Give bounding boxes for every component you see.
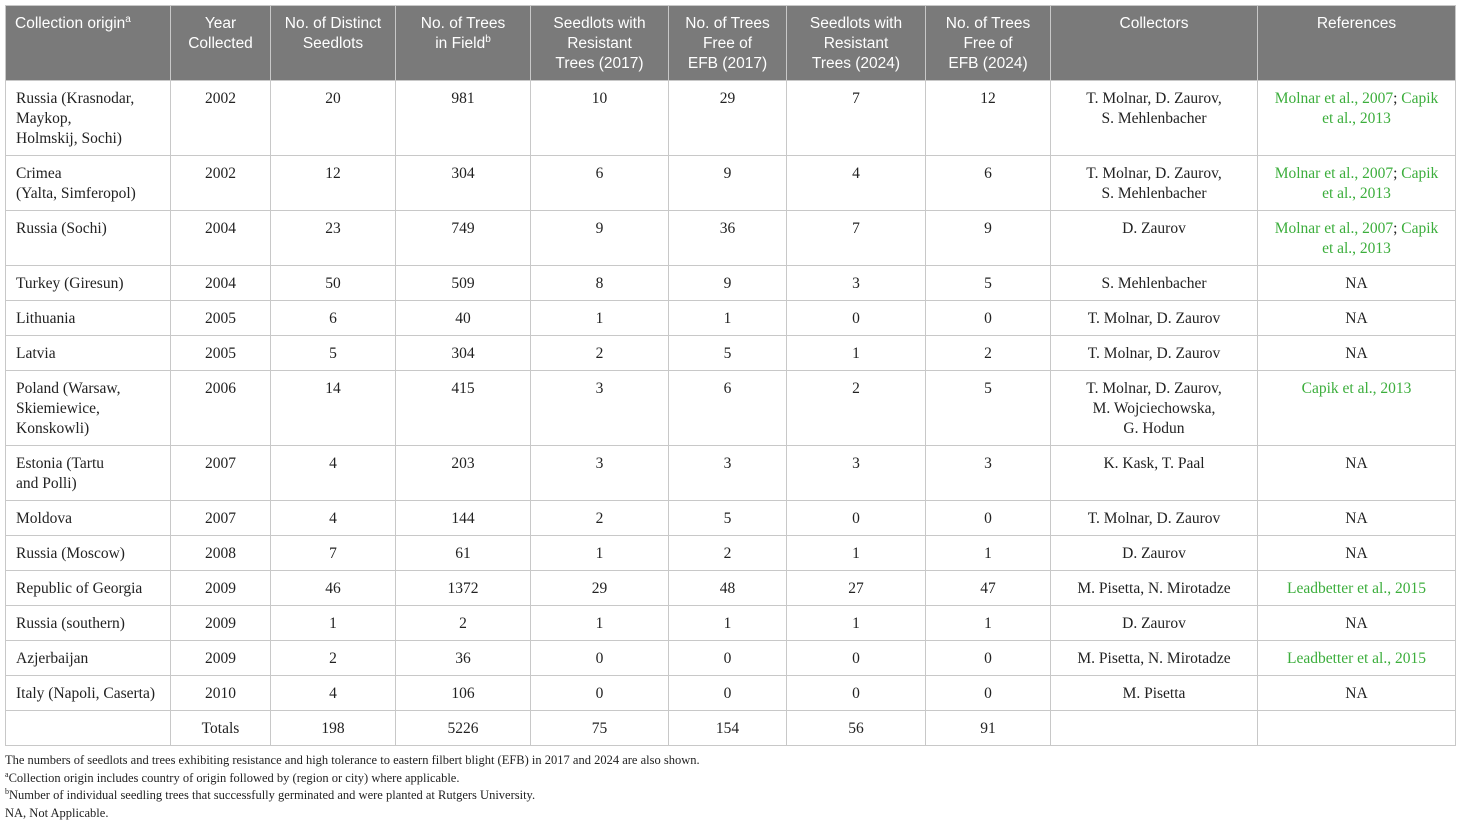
- reference-link[interactable]: Molnar et al., 2007: [1275, 220, 1393, 237]
- cell-collectors: [1051, 711, 1258, 746]
- cell-resistant-2024: 27: [787, 571, 926, 606]
- cell-origin: Russia (Krasnodar, Maykop, Holmskij, Sochi): [6, 81, 171, 156]
- cell-seedlots: 5: [271, 336, 396, 371]
- cell-free-2017: 6: [669, 371, 787, 446]
- cell-resistant-2024: 0: [787, 641, 926, 676]
- footnote-na: NA, Not Applicable.: [5, 805, 1455, 822]
- cell-origin: Russia (Moscow): [6, 536, 171, 571]
- cell-resistant-2024: 4: [787, 156, 926, 211]
- cell-seedlots: 6: [271, 301, 396, 336]
- cell-seedlots: 14: [271, 371, 396, 446]
- seedlot-table: [5, 5, 1456, 746]
- cell-resistant-2024: 1: [787, 536, 926, 571]
- cell-collectors: D. Zaurov: [1051, 211, 1258, 266]
- cell-free-2017: 1: [669, 301, 787, 336]
- total-resistant-2024: 56: [787, 711, 926, 746]
- cell-year: 2009: [171, 571, 271, 606]
- cell-origin: Turkey (Giresun): [6, 266, 171, 301]
- cell-year: 2002: [171, 81, 271, 156]
- cell-references: NA: [1258, 336, 1456, 371]
- cell-seedlots: 4: [271, 501, 396, 536]
- cell-collectors: T. Molnar, D. Zaurov, S. Mehlenbacher: [1051, 156, 1258, 211]
- cell-free-2017: 0: [669, 676, 787, 711]
- table-row: [6, 676, 1456, 711]
- table-row: [6, 81, 1456, 156]
- cell-trees: 1372: [396, 571, 531, 606]
- cell-resistant-2017: 1: [531, 301, 669, 336]
- table-row: [6, 301, 1456, 336]
- footnote-summary: The numbers of seedlots and trees exhibiting resistance and high tolerance to eastern filbert blight (EFB) in 2017 and 2024 are also shown.: [5, 752, 1455, 770]
- cell-trees: 509: [396, 266, 531, 301]
- cell-resistant-2024: 1: [787, 336, 926, 371]
- cell-year: 2004: [171, 211, 271, 266]
- cell-trees: 2: [396, 606, 531, 641]
- cell-references: NA: [1258, 301, 1456, 336]
- table-row: [6, 501, 1456, 536]
- cell-origin: Russia (Sochi): [6, 211, 171, 266]
- cell-free-2024: 0: [926, 676, 1051, 711]
- cell-free-2017: 9: [669, 266, 787, 301]
- cell-resistant-2017: 3: [531, 371, 669, 446]
- reference-link[interactable]: Leadbetter et al., 2015: [1287, 580, 1426, 597]
- cell-free-2024: 2: [926, 336, 1051, 371]
- footnote-b: $^b$Number of individual seedling trees that successfully germinated and were planted at Rutgers University.: [5, 787, 1455, 805]
- total-resistant-2017: 75: [531, 711, 669, 746]
- cell-year: 2006: [171, 371, 271, 446]
- cell-references: [1258, 641, 1456, 676]
- cell-resistant-2024: 7: [787, 81, 926, 156]
- cell-free-2024: 0: [926, 301, 1051, 336]
- cell-seedlots: 4: [271, 676, 396, 711]
- cell-origin: [6, 711, 171, 746]
- cell-resistant-2017: 3: [531, 446, 669, 501]
- cell-resistant-2024: 3: [787, 266, 926, 301]
- cell-free-2024: 3: [926, 446, 1051, 501]
- cell-free-2024: 6: [926, 156, 1051, 211]
- cell-resistant-2017: 0: [531, 676, 669, 711]
- table-row: [6, 446, 1456, 501]
- cell-year: 2002: [171, 156, 271, 211]
- table-body: [6, 81, 1456, 746]
- cell-free-2017: 2: [669, 536, 787, 571]
- table-row: [6, 606, 1456, 641]
- cell-collectors: T. Molnar, D. Zaurov: [1051, 301, 1258, 336]
- cell-seedlots: 20: [271, 81, 396, 156]
- table-container: [5, 5, 1455, 822]
- cell-year: 2004: [171, 266, 271, 301]
- cell-resistant-2024: 3: [787, 446, 926, 501]
- totals-label: Totals: [171, 711, 271, 746]
- cell-resistant-2017: 0: [531, 641, 669, 676]
- cell-seedlots: 7: [271, 536, 396, 571]
- cell-references: Molnar et al., 2007; Capik et al., 2013: [1258, 156, 1456, 211]
- table-row: [6, 571, 1456, 606]
- cell-origin: Crimea (Yalta, Simferopol): [6, 156, 171, 211]
- table-row: [6, 536, 1456, 571]
- cell-origin: Lithuania: [6, 301, 171, 336]
- table-row: [6, 156, 1456, 211]
- cell-trees: 304: [396, 156, 531, 211]
- cell-trees: 144: [396, 501, 531, 536]
- cell-free-2024: 5: [926, 266, 1051, 301]
- cell-origin: Azjerbaijan: [6, 641, 171, 676]
- header-references: References: [1258, 6, 1456, 81]
- cell-trees: 61: [396, 536, 531, 571]
- reference-link[interactable]: et al., 2013: [1322, 240, 1391, 257]
- table-row: [6, 211, 1456, 266]
- cell-collectors: D. Zaurov: [1051, 536, 1258, 571]
- cell-year: 2007: [171, 501, 271, 536]
- cell-trees: 40: [396, 301, 531, 336]
- cell-free-2017: 48: [669, 571, 787, 606]
- cell-free-2024: 1: [926, 606, 1051, 641]
- table-row: [6, 336, 1456, 371]
- cell-trees: 749: [396, 211, 531, 266]
- cell-resistant-2024: 2: [787, 371, 926, 446]
- cell-trees: 36: [396, 641, 531, 676]
- cell-seedlots: 23: [271, 211, 396, 266]
- cell-origin: Republic of Georgia: [6, 571, 171, 606]
- cell-references: Molnar et al., 2007; Capik et al., 2013: [1258, 211, 1456, 266]
- cell-free-2024: 0: [926, 501, 1051, 536]
- cell-resistant-2017: 8: [531, 266, 669, 301]
- table-row: [6, 641, 1456, 676]
- reference-link[interactable]: Capik: [1401, 220, 1438, 237]
- cell-free-2017: 3: [669, 446, 787, 501]
- cell-references: NA: [1258, 536, 1456, 571]
- cell-collectors: T. Molnar, D. Zaurov: [1051, 336, 1258, 371]
- header-free-2024: No. of Trees Free of EFB (2024): [926, 6, 1051, 81]
- cell-trees: 415: [396, 371, 531, 446]
- cell-free-2024: 1: [926, 536, 1051, 571]
- total-trees: 5226: [396, 711, 531, 746]
- cell-references: NA: [1258, 446, 1456, 501]
- cell-origin: Poland (Warsaw, Skiemiewice, Konskowli): [6, 371, 171, 446]
- cell-resistant-2024: 0: [787, 301, 926, 336]
- table-row: [6, 266, 1456, 301]
- footnote-a: $^a$Collection origin includes country of origin followed by (region or city) where applicable.: [5, 770, 1455, 788]
- cell-collectors: M. Pisetta, N. Mirotadze: [1051, 641, 1258, 676]
- cell-collectors: M. Pisetta: [1051, 676, 1258, 711]
- cell-free-2017: 36: [669, 211, 787, 266]
- table-row: [6, 371, 1456, 446]
- cell-free-2024: 47: [926, 571, 1051, 606]
- cell-collectors: T. Molnar, D. Zaurov, M. Wojciechowska, G. Hodun: [1051, 371, 1258, 446]
- cell-references: Molnar et al., 2007; Capik et al., 2013: [1258, 81, 1456, 156]
- reference-link[interactable]: Molnar et al., 2007: [1275, 165, 1393, 182]
- cell-collectors: K. Kask, T. Paal: [1051, 446, 1258, 501]
- cell-references: [1258, 571, 1456, 606]
- cell-references: NA: [1258, 606, 1456, 641]
- table-footnotes: [5, 752, 1455, 822]
- cell-origin: Latvia: [6, 336, 171, 371]
- cell-year: 2007: [171, 446, 271, 501]
- cell-resistant-2017: 2: [531, 336, 669, 371]
- cell-references: NA: [1258, 266, 1456, 301]
- cell-free-2017: 9: [669, 156, 787, 211]
- cell-year: 2010: [171, 676, 271, 711]
- reference-link[interactable]: et al., 2013: [1322, 185, 1391, 202]
- cell-seedlots: 46: [271, 571, 396, 606]
- cell-seedlots: 50: [271, 266, 396, 301]
- cell-trees: 981: [396, 81, 531, 156]
- cell-collectors: M. Pisetta, N. Mirotadze: [1051, 571, 1258, 606]
- cell-resistant-2017: 10: [531, 81, 669, 156]
- cell-year: 2008: [171, 536, 271, 571]
- cell-year: 2005: [171, 336, 271, 371]
- cell-resistant-2024: 1: [787, 606, 926, 641]
- cell-references: NA: [1258, 501, 1456, 536]
- cell-resistant-2024: 0: [787, 501, 926, 536]
- header-resistant-2017: Seedlots with Resistant Trees (2017): [531, 6, 669, 81]
- reference-link[interactable]: Molnar et al., 2007: [1275, 90, 1393, 107]
- cell-collectors: T. Molnar, D. Zaurov, S. Mehlenbacher: [1051, 81, 1258, 156]
- cell-free-2017: 5: [669, 336, 787, 371]
- cell-seedlots: 2: [271, 641, 396, 676]
- cell-resistant-2017: 6: [531, 156, 669, 211]
- header-free-2017: No. of Trees Free of EFB (2017): [669, 6, 787, 81]
- cell-free-2024: 12: [926, 81, 1051, 156]
- cell-origin: Estonia (Tartu and Polli): [6, 446, 171, 501]
- total-seedlots: 198: [271, 711, 396, 746]
- reference-link[interactable]: Capik et al., 2013: [1302, 380, 1412, 397]
- cell-origin: Moldova: [6, 501, 171, 536]
- cell-references: [1258, 371, 1456, 446]
- cell-resistant-2017: 1: [531, 606, 669, 641]
- cell-free-2024: 5: [926, 371, 1051, 446]
- reference-link[interactable]: Capik: [1401, 165, 1438, 182]
- cell-free-2017: 1: [669, 606, 787, 641]
- cell-trees: 203: [396, 446, 531, 501]
- header-resistant-2024: Seedlots with Resistant Trees (2024): [787, 6, 926, 81]
- reference-link[interactable]: Capik: [1401, 90, 1438, 107]
- cell-origin: Russia (southern): [6, 606, 171, 641]
- cell-free-2017: 29: [669, 81, 787, 156]
- cell-collectors: T. Molnar, D. Zaurov: [1051, 501, 1258, 536]
- cell-trees: 106: [396, 676, 531, 711]
- reference-link[interactable]: Leadbetter et al., 2015: [1287, 650, 1426, 667]
- cell-collectors: D. Zaurov: [1051, 606, 1258, 641]
- cell-resistant-2024: 7: [787, 211, 926, 266]
- cell-references: NA: [1258, 676, 1456, 711]
- reference-link[interactable]: et al., 2013: [1322, 110, 1391, 127]
- cell-year: 2009: [171, 606, 271, 641]
- cell-resistant-2024: 0: [787, 676, 926, 711]
- cell-trees: 304: [396, 336, 531, 371]
- cell-free-2024: 9: [926, 211, 1051, 266]
- cell-resistant-2017: 1: [531, 536, 669, 571]
- cell-seedlots: 1: [271, 606, 396, 641]
- cell-seedlots: 4: [271, 446, 396, 501]
- cell-free-2017: 0: [669, 641, 787, 676]
- cell-resistant-2017: 29: [531, 571, 669, 606]
- cell-resistant-2017: 9: [531, 211, 669, 266]
- cell-origin: Italy (Napoli, Caserta): [6, 676, 171, 711]
- total-free-2024: 91: [926, 711, 1051, 746]
- header-collectors: Collectors: [1051, 6, 1258, 81]
- cell-seedlots: 12: [271, 156, 396, 211]
- header-row: [6, 6, 1456, 81]
- cell-collectors: S. Mehlenbacher: [1051, 266, 1258, 301]
- totals-row: [6, 711, 1456, 746]
- cell-free-2024: 0: [926, 641, 1051, 676]
- cell-year: 2009: [171, 641, 271, 676]
- total-free-2017: 154: [669, 711, 787, 746]
- header-trees-in-field: No. of Trees in Field$^b$: [396, 6, 531, 81]
- header-year: Year Collected: [171, 6, 271, 81]
- header-seedlots: No. of Distinct Seedlots: [271, 6, 396, 81]
- cell-free-2017: 5: [669, 501, 787, 536]
- cell-references: [1258, 711, 1456, 746]
- header-collection-origin: Collection origin$^a$: [6, 6, 171, 81]
- cell-year: 2005: [171, 301, 271, 336]
- cell-resistant-2017: 2: [531, 501, 669, 536]
